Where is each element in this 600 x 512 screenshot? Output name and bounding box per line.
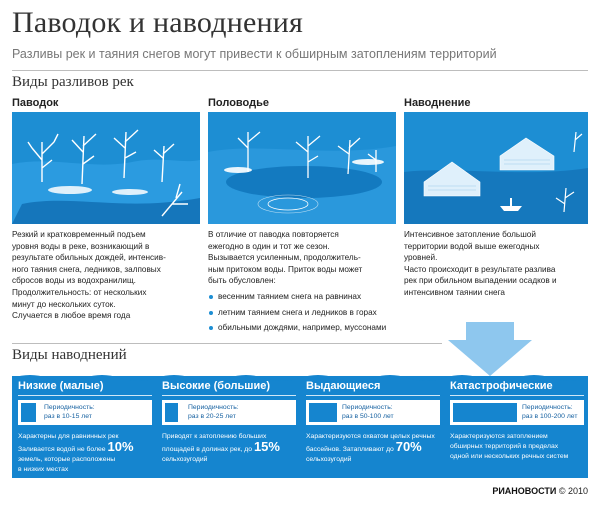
desc-line: обширных территорий в пределах (450, 443, 559, 450)
desc-line: Характерны для равнинных рек (18, 433, 119, 440)
list-item: летним таянием снега и ледников в горах (218, 307, 398, 319)
period-value: раз в 10-15 лет (44, 413, 92, 420)
text-line: Случается в любое время года (12, 311, 131, 321)
period-level-bar (165, 403, 178, 422)
section-title-spills: Виды разливов рек (12, 74, 134, 90)
column-text-polovodye (208, 229, 398, 338)
text-line: ным притоком воды. Приток воды может (208, 264, 363, 274)
flood-type-low (18, 380, 154, 476)
period-label-text: Периодичность: (44, 404, 95, 411)
illustration-flood (404, 112, 588, 224)
column-heading-polovodye: Половодье (208, 97, 269, 109)
text-line: Резкий и кратковременный подъем (12, 230, 146, 239)
text-line: уровней. (404, 253, 438, 263)
column-text-navodnenie (404, 229, 590, 299)
text-line: территории водой выше ежегодных (404, 241, 540, 251)
text-line: Интенсивное затопление большой (404, 230, 536, 239)
text-line: сбросов воды из водохранилищ. (12, 276, 136, 286)
period-value: раз в 20-25 лет (188, 413, 236, 420)
text-line: Вызывается усиленным, продолжитель- (208, 253, 361, 263)
text-line: уровня воды в реке, возникающий в (12, 241, 150, 251)
page-title: Паводок и наводнения (12, 6, 303, 39)
flood-type-high (162, 380, 298, 476)
column-heading-paavodok: Паводок (12, 97, 59, 109)
column-heading-navodnenie: Наводнение (404, 97, 471, 109)
text-line: результате обильных дождей, интенсив- (12, 253, 166, 263)
divider (450, 395, 584, 396)
percent-value: 15% (253, 439, 280, 454)
desc-line: в низких местах (18, 466, 69, 473)
divider (12, 70, 588, 71)
flood-type-title: Выдающиеся (306, 380, 381, 392)
period-box (162, 400, 296, 425)
period-label-text: Периодичность: (522, 404, 573, 411)
period-box (306, 400, 440, 425)
text-line: интенсивном таянии снега (404, 287, 505, 297)
page-subtitle: Разливы рек и таяния снегов могут привести к обширным затоплениям территорий (12, 47, 497, 61)
percent-value: 70% (395, 439, 422, 454)
flood-type-title: Высокие (большие) (162, 380, 270, 392)
cause-list (208, 291, 398, 334)
text-line: В отличие от паводка повторяется (208, 230, 339, 239)
period-label (188, 403, 239, 421)
desc-line: Заливается водой не более (18, 446, 106, 453)
illustration-high-water (208, 112, 396, 224)
desc-line: Характеризуются охватом целых речных (306, 433, 435, 440)
divider (12, 343, 442, 344)
list-item: обильными дождями, например, муссонами (218, 322, 398, 334)
desc-line: бассейнов. Затапливают до (306, 446, 394, 453)
desc-line: Характеризуются затоплением (450, 433, 548, 440)
period-label (342, 403, 394, 421)
period-label (522, 403, 577, 421)
list-item: весенним таянием снега на равнинах (218, 291, 398, 303)
text-line: Часто происходит в результате разлива (404, 264, 556, 274)
divider (162, 395, 296, 396)
period-box (18, 400, 152, 425)
text-line: ежегодно в один и тот же сезон. (208, 241, 330, 251)
period-level-bar (453, 403, 517, 422)
period-value: раз в 50-100 лет (342, 413, 394, 420)
desc-line: сельхозугодий (162, 456, 208, 463)
flood-type-title: Катастрофические (450, 380, 553, 392)
period-label-text: Периодичность: (188, 404, 239, 411)
copyright: © 2010 (558, 486, 588, 496)
period-value: раз в 100-200 лет (522, 413, 578, 420)
section-title-floods: Виды наводнений (12, 347, 127, 363)
period-level-bar (21, 403, 36, 422)
desc-line: Приводят к затоплению больших (162, 433, 267, 440)
period-label (44, 403, 95, 421)
divider (306, 395, 440, 396)
text-line: быть обусловлен: (208, 276, 276, 286)
desc-line: площадей в долинах рек, до (162, 446, 253, 453)
column-text-paavodok (12, 229, 204, 322)
flood-type-desc (18, 432, 154, 475)
illustration-flash-flood (12, 112, 200, 224)
percent-value: 10% (107, 439, 134, 454)
period-box (450, 400, 584, 425)
desc-line: земель, которые расположены (18, 456, 116, 463)
flood-type-desc (162, 432, 298, 465)
text-line: Продолжительность: от нескольких (12, 287, 147, 297)
desc-line: сельхозугодий (306, 456, 352, 463)
down-arrow-icon (446, 322, 534, 378)
text-line: минут до нескольких суток. (12, 299, 116, 309)
text-line: рек при обильном выпадении осадков и (404, 276, 557, 286)
period-label-text: Периодичность: (342, 404, 393, 411)
text-line: ного таяния снега, ледников, залповых (12, 264, 161, 274)
flood-type-catastrophic (450, 380, 586, 476)
flood-type-desc (306, 432, 444, 465)
flood-type-desc (450, 432, 586, 462)
flood-type-outstanding (306, 380, 442, 476)
footer-credit (492, 486, 588, 496)
desc-line: одной или нескольких речных систем (450, 453, 569, 460)
period-level-bar (309, 403, 337, 422)
divider (18, 395, 152, 396)
flood-type-title: Низкие (малые) (18, 380, 104, 392)
brand-logo: РИАНОВОСТИ (492, 486, 557, 496)
